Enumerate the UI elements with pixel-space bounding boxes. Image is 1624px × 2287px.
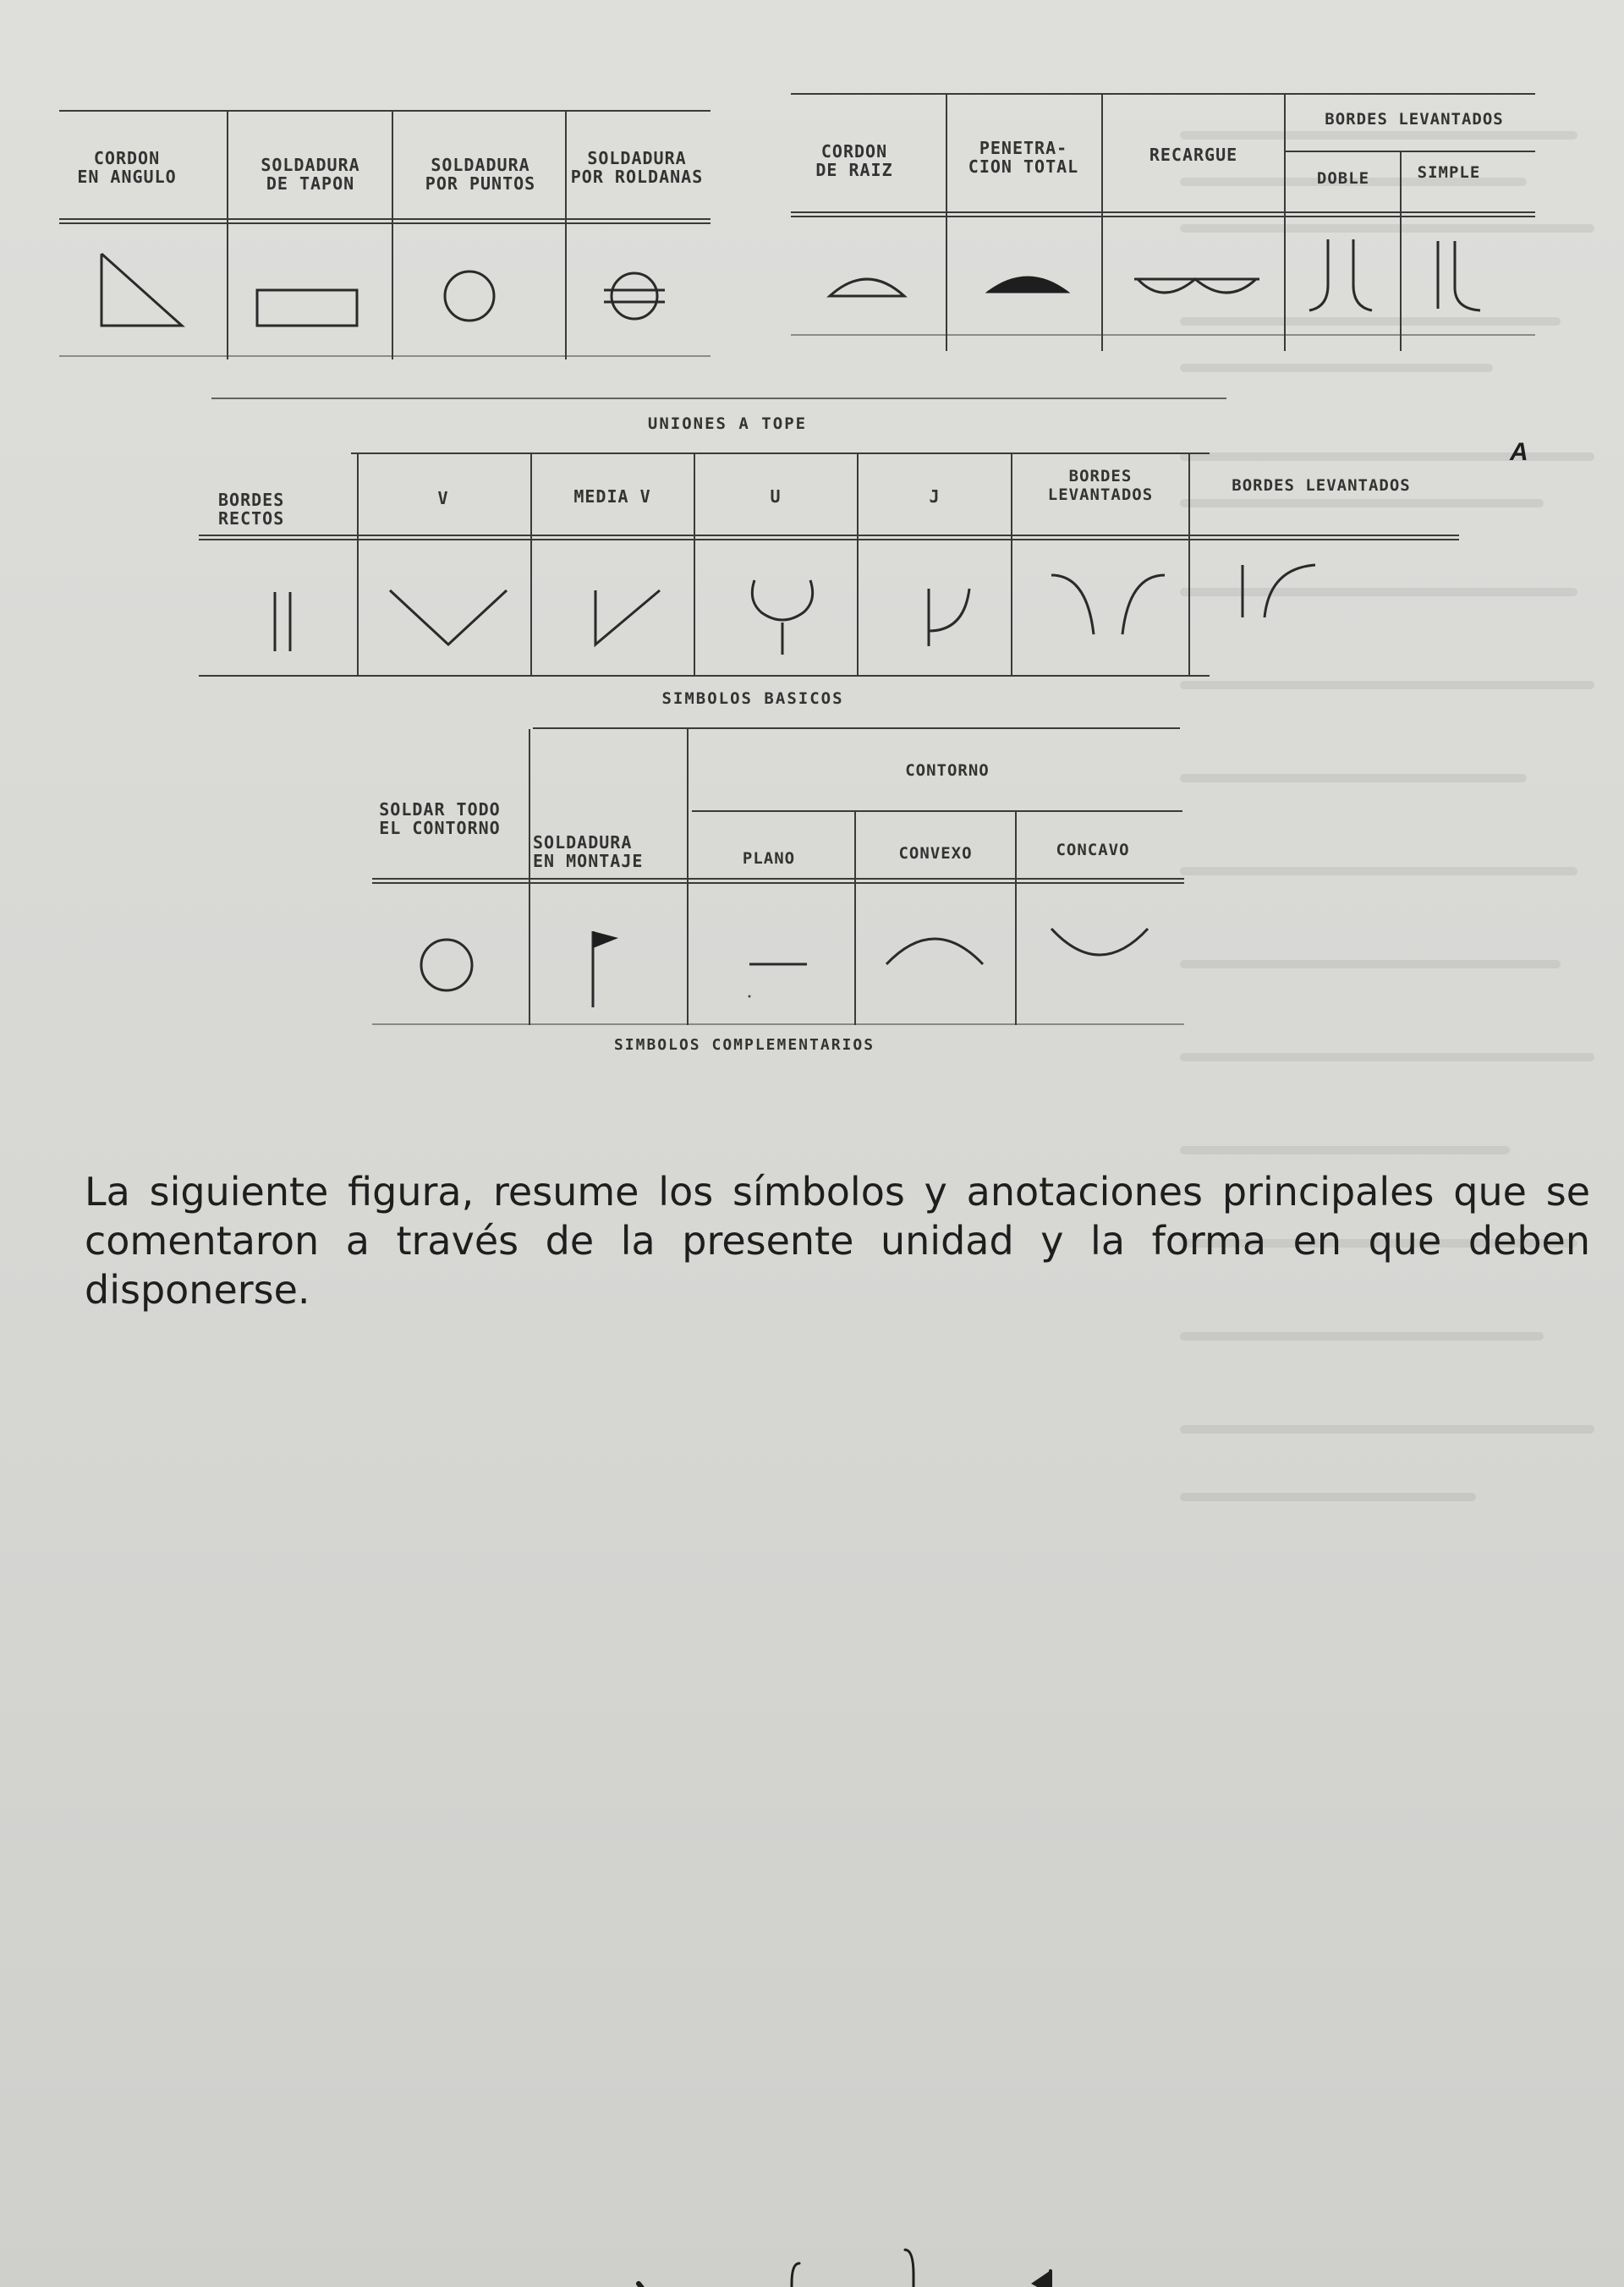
header-bordes-levantados-group: BORDES LEVANTADOS <box>1325 110 1504 129</box>
header-convexo: CONVEXO <box>898 844 973 863</box>
header-concavo: CONCAVO <box>1056 841 1130 859</box>
header-cordon-angulo: CORDON EN ANGULO <box>77 148 177 187</box>
header-soldar-todo-contorno: SOLDAR TODO EL CONTORNO <box>379 799 501 838</box>
header-bordes-levantados-2: BORDES LEVANTADOS <box>1232 476 1411 495</box>
header-bordes-rectos: BORDES RECTOS <box>218 490 285 529</box>
header-recargue: RECARGUE <box>1149 145 1238 165</box>
header-j: J <box>929 486 941 507</box>
caption-simbolos-complementarios: SIMBOLOS COMPLEMENTARIOS <box>613 1036 875 1054</box>
caption-uniones-tope: UNIONES A TOPE <box>647 414 808 433</box>
header-contorno: CONTORNO <box>905 761 990 780</box>
header-soldadura-roldanas: SOLDADURA POR ROLDANAS <box>570 148 704 187</box>
header-doble: DOBLE <box>1316 169 1370 188</box>
caption-simbolos-basicos: SIMBOLOS BASICOS <box>661 689 844 708</box>
header-soldadura-tapon: SOLDADURA DE TAPON <box>261 155 360 194</box>
body-paragraph: La siguiente figura, resume los símbolos y anotaciones principales que se comentaron a través de la presente unidad y la forma en que deben disponerse. <box>85 1169 1590 1313</box>
header-media-v: MEDIA V <box>573 486 651 507</box>
header-simple: SIMPLE <box>1417 163 1481 182</box>
header-u: U <box>770 486 782 507</box>
header-plano: PLANO <box>742 849 796 868</box>
header-soldadura-montaje: SOLDADURA EN MONTAJE <box>533 832 644 871</box>
header-penetracion-total: PENETRA- CION TOTAL <box>968 138 1079 177</box>
header-bordes-levantados-1: BORDES LEVANTADOS <box>1047 467 1154 504</box>
header-v: V <box>437 488 449 508</box>
header-soldadura-puntos: SOLDADURA POR PUNTOS <box>425 155 536 194</box>
corner-mark: A <box>1510 438 1528 466</box>
header-cordon-raiz: CORDON DE RAIZ <box>815 141 893 180</box>
